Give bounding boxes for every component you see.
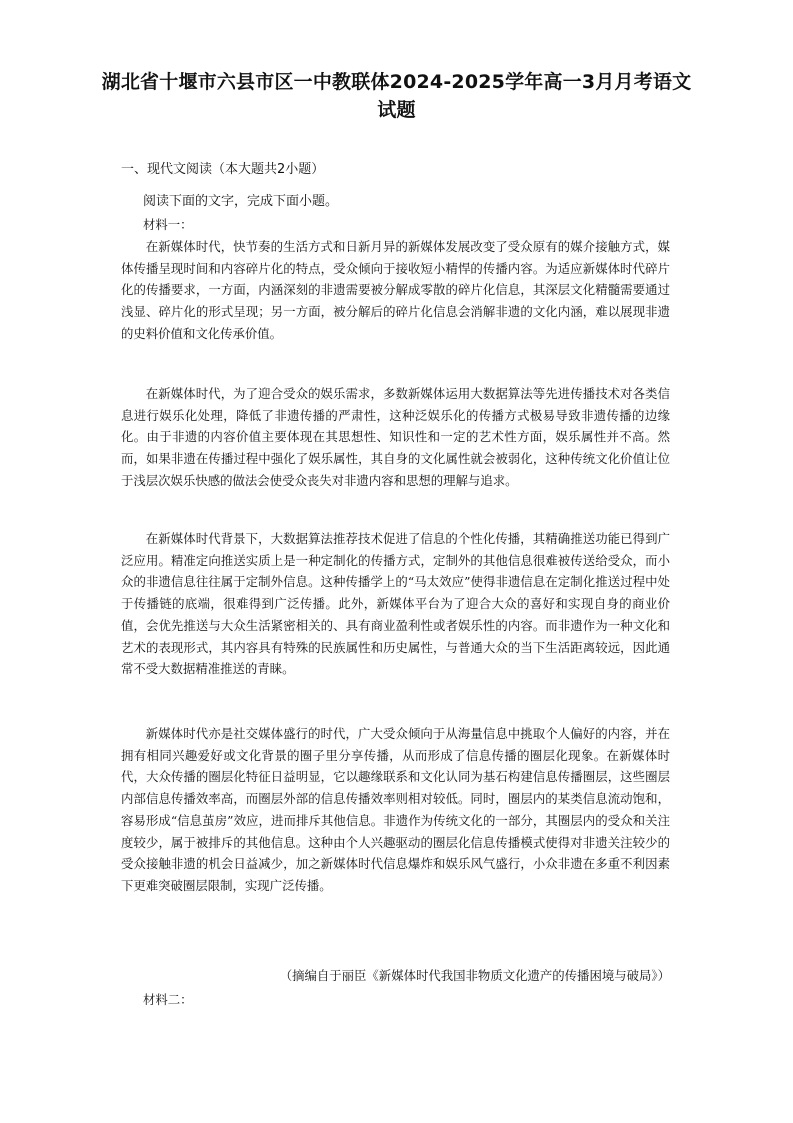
- document-title: 湖北省十堰市六县市区一中教联体2024-2025学年高一3月月考语文试题: [101, 71, 692, 121]
- section-heading: 一、现代文阅读（本大题共2小题）: [121, 162, 325, 177]
- paragraph-1: 在新媒体时代，快节奏的生活方式和日新月异的新媒体发展改变了受众原有的媒介接触方式，媒体传播呈现时间和内容碎片化的特点，受众倾向于接收短小精悍的传播内容。为适应新媒体时代碎片化的传播要求，一方面，内涵深刻的非遗需要被分解成零散的碎片化信息，其深层文化精髓需要通过浅显、碎片化的形式呈现；另一方面，被分解后的碎片化信息会消解非遗的文化内涵，难以展现非遗的史料价值和文化传承价值。: [121, 239, 670, 341]
- reading-instruction: 阅读下面的文字，完成下面小题。: [143, 194, 339, 209]
- paragraph-3: 在新媒体时代背景下，大数据算法推荐技术促进了信息的个性化传播，其精确推送功能已得到广泛应用。精准定向推送实质上是一种定制化的传播方式，定制外的其他信息很难被传送给受众，而小众的非遗信息往往属于定制外信息。这种传播学上的“马太效应”使得非遗信息在定制化推送过程中处于传播链的底端，很难得到广泛传播。此外，新媒体平台为了迎合大众的喜好和实现自身的商业价值，会优先推送与大众生活紧密相关的、具有商业盈利性或者娱乐性的内容。而非遗作为一种文化和艺术的表现形式，其内容具有特殊的民族属性和历史属性，与普通大众的当下生活距离较远，因此通常不受大数据精准推送的青睐。: [121, 531, 670, 677]
- paragraph-4: 新媒体时代亦是社交媒体盛行的时代，广大受众倾向于从海量信息中挑取个人偏好的内容，并在拥有相同兴趣爱好或文化背景的圈子里分享传播，从而形成了信息传播的圈层化现象。在新媒体时代，大众传播的圈层化特征日益明显，它以趣缘联系和文化认同为基石构建信息传播圈层，这些圈层内部信息传播效率高，而圈层外部的信息传播效率则相对较低。同时，圈层内的某类信息流动饱和，容易形成“信息茧房”效应，进而排斥其他信息。非遗作为传统文化的一部分，其圈层内的受众和关注度较少，属于被排斥的其他信息。这种由个人兴趣驱动的圈层化信息传播模式使得对非遗关注较少的受众接触非遗的机会日益减少，加之新媒体时代信息爆炸和娱乐风气盛行，小众非遗在多重不利因素下更难突破圈层限制，实现广泛传播。: [121, 726, 670, 893]
- material-one-label: 材料一：: [143, 217, 193, 232]
- paragraph-2: 在新媒体时代，为了迎合受众的娱乐需求，多数新媒体运用大数据算法等先进传播技术对各类信息进行娱乐化处理，降低了非遗传播的严肃性，这种泛娱乐化的传播方式极易导致非遗传播的边缘化。由于非遗的内容价值主要体现在其思想性、知识性和一定的艺术性方面，娱乐属性并不高。然而，如果非遗在传播过程中强化了娱乐属性，其自身的文化属性就会被弱化，这种传统文化价值让位于浅层次娱乐快感的做法会使受众丧失对非遗内容和思想的理解与追求。: [121, 386, 670, 488]
- source-citation: （摘编自于丽臣《新媒体时代我国非物质文化遗产的传播困境与破局》）: [279, 968, 670, 983]
- material-two-label: 材料二：: [143, 992, 193, 1007]
